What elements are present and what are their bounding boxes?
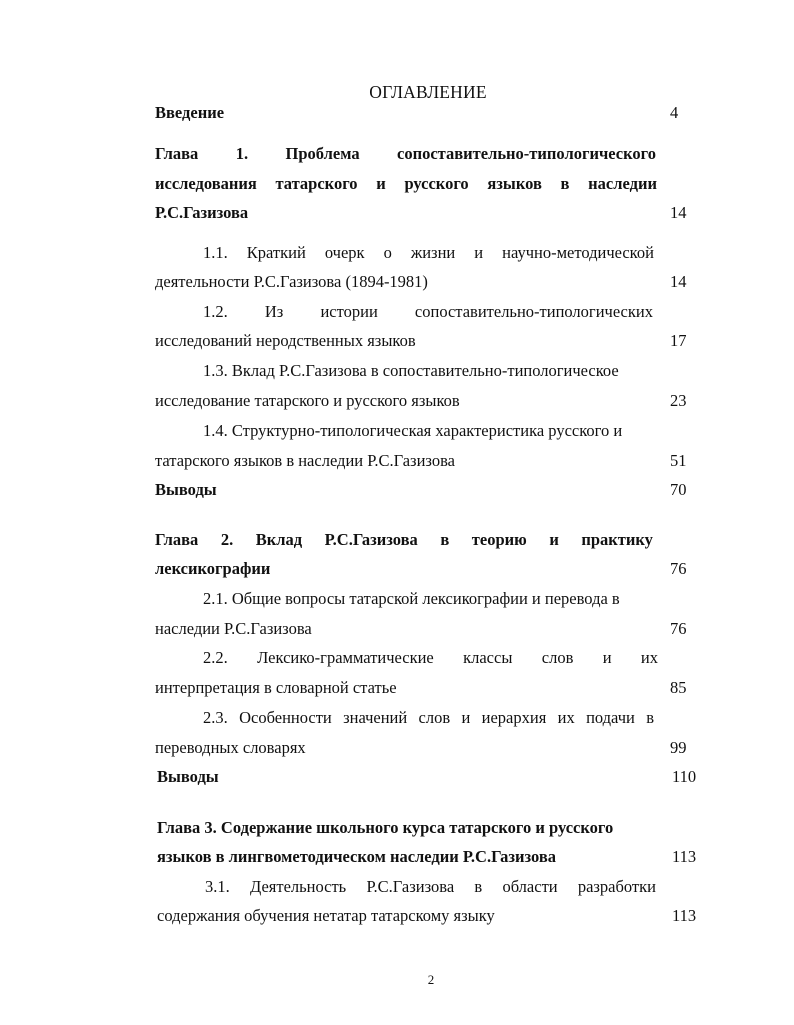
word: их — [557, 708, 575, 727]
chapter1-heading-line2 — [155, 174, 657, 194]
chapter3-heading-line1: Глава 3. Содержание школьного курса татарского и русского — [157, 818, 614, 837]
word: исследования — [155, 174, 257, 193]
word: и — [602, 648, 612, 667]
chapter2-heading-line1 — [155, 530, 653, 550]
word: сопоставительно-типологического — [397, 144, 656, 163]
page-title: ОГЛАВЛЕНИЕ — [369, 82, 487, 102]
section-1-1-page: 14 — [670, 272, 687, 291]
chapter2-page: 76 — [670, 559, 687, 578]
word: Глава — [155, 144, 199, 163]
section-1-3-line2: исследование татарского и русского языков — [155, 391, 460, 410]
chapter3-page: 113 — [672, 847, 697, 866]
section-2-2-line2: интерпретация в словарной статье — [155, 678, 397, 697]
section-1-4-line2: татарского языков в наследии Р.С.Газизова — [155, 451, 455, 470]
chapter1-page: 14 — [670, 203, 687, 222]
word: 1.1. — [203, 243, 228, 262]
word: наследии — [588, 174, 657, 193]
word: области — [502, 877, 558, 896]
word: Глава — [155, 530, 199, 549]
word: в — [440, 530, 450, 549]
word: и — [461, 708, 471, 727]
word: в — [646, 708, 654, 727]
page-number: 2 — [427, 972, 435, 987]
chapter1-conclusion-page: 70 — [670, 480, 687, 499]
word: Р.С.Газизова — [366, 877, 455, 896]
word: 3.1. — [205, 877, 230, 896]
chapter2-conclusion-label: Выводы — [157, 767, 219, 786]
section-1-3-line1: 1.3. Вклад Р.С.Газизова в сопоставительно-типологическое — [203, 361, 619, 380]
word: 2. — [220, 530, 234, 549]
word: и — [474, 243, 484, 262]
word: слов — [541, 648, 574, 667]
section-2-2-line1 — [203, 648, 658, 668]
section-1-4-line1: 1.4. Структурно-типологическая характеристика русского и — [203, 421, 623, 440]
word: и — [549, 530, 559, 549]
word: Краткий — [246, 243, 306, 262]
word: 2.3. — [203, 708, 228, 727]
section-2-3-line2: переводных словарях — [155, 738, 306, 757]
section-2-1-line1: 2.1. Общие вопросы татарской лексикографии и перевода в — [203, 589, 620, 608]
word: 1. — [235, 144, 249, 163]
word: и — [376, 174, 386, 193]
word: Особенности — [239, 708, 332, 727]
word: разработки — [577, 877, 656, 896]
word: Лексико-грамматические — [257, 648, 434, 667]
section-2-3-line1 — [203, 708, 654, 728]
section-3-1-page: 113 — [672, 906, 697, 925]
word: в — [474, 877, 483, 896]
section-2-3-page: 99 — [670, 738, 687, 757]
section-1-1-line1 — [203, 243, 654, 263]
word: языков — [487, 174, 542, 193]
section-2-1-line2: наследии Р.С.Газизова — [155, 619, 312, 638]
chapter1-heading-line1 — [155, 144, 656, 164]
toc-intro-page: 4 — [670, 103, 679, 122]
word: сопоставительно-типологических — [414, 302, 653, 321]
toc-intro-label: Введение — [155, 103, 225, 122]
word: Проблема — [285, 144, 360, 163]
word: очерк — [324, 243, 365, 262]
word: подачи — [586, 708, 635, 727]
word: Р.С.Газизова — [324, 530, 418, 549]
chapter3-heading-line2: языков в лингвометодическом наследии Р.С.Газизова — [157, 847, 557, 866]
word: жизни — [410, 243, 456, 262]
word: Вклад — [255, 530, 303, 549]
word: иерархия — [481, 708, 547, 727]
word: значений — [343, 708, 408, 727]
word: теорию — [471, 530, 527, 549]
word: 2.2. — [203, 648, 228, 667]
chapter2-conclusion-page: 110 — [672, 767, 697, 786]
word: Из — [264, 302, 284, 321]
word: классы — [463, 648, 513, 667]
section-3-1-line2: содержания обучения нетатар татарскому языку — [157, 906, 495, 925]
word: о — [383, 243, 392, 262]
section-1-3-page: 23 — [670, 391, 687, 410]
word: их — [640, 648, 658, 667]
section-1-1-line2: деятельности Р.С.Газизова (1894-1981) — [155, 272, 428, 291]
word: истории — [320, 302, 378, 321]
word: в — [560, 174, 570, 193]
chapter1-conclusion-label: Выводы — [155, 480, 217, 499]
section-2-1-page: 76 — [670, 619, 687, 638]
word: практику — [581, 530, 653, 549]
chapter2-heading-line2: лексикографии — [155, 559, 271, 578]
section-1-2-line1 — [203, 302, 653, 322]
section-1-2-line2: исследований неродственных языков — [155, 331, 416, 350]
section-2-2-page: 85 — [670, 678, 687, 697]
word: 1.2. — [203, 302, 228, 321]
word: русского — [404, 174, 469, 193]
word: слов — [418, 708, 451, 727]
section-3-1-line1 — [205, 877, 656, 897]
section-1-4-page: 51 — [670, 451, 687, 470]
section-1-2-page: 17 — [670, 331, 687, 350]
word: Деятельность — [249, 877, 347, 896]
word: татарского — [275, 174, 358, 193]
word: научно-методической — [502, 243, 654, 262]
chapter1-heading-line3: Р.С.Газизова — [155, 203, 249, 222]
